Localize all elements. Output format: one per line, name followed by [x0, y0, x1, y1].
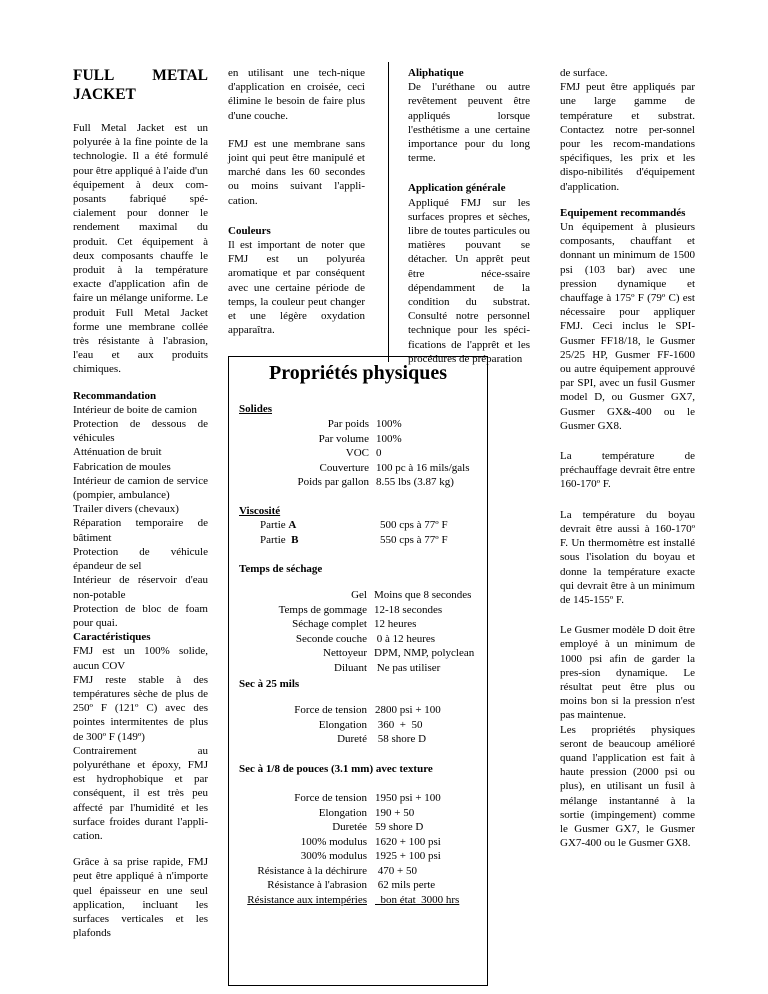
- recommandation-item: Réparation temporaire de bâtiment: [73, 517, 208, 544]
- sechage-value: 0 à 12 heures: [374, 632, 436, 645]
- viscosite-part: A: [288, 519, 297, 531]
- solides-header: Solides: [239, 403, 273, 415]
- solides-value: 100%: [376, 432, 402, 445]
- sec25-label: Force de tension: [294, 704, 367, 716]
- column-4: [560, 66, 695, 850]
- sec18-value: 190 + 50: [375, 806, 415, 819]
- recommandation-header: Recommandation: [73, 389, 157, 402]
- sec18-label: Résistance à l'abrasion: [267, 879, 367, 891]
- prechauffage-paragraph: La température de préchauffage devrait être entre 160-170º F.: [560, 450, 695, 491]
- sechage-header: Temps de séchage: [239, 563, 323, 575]
- viscosite-part: B: [291, 533, 299, 546]
- recommandation-list: [73, 403, 208, 630]
- couleurs-header: Couleurs: [228, 224, 271, 237]
- sec18-label: Résistance aux intempéries: [247, 893, 367, 906]
- viscosite-label: Partie B: [260, 533, 299, 546]
- sec18-value: 470 + 50: [375, 864, 417, 877]
- sechage-label: Nettoyeur: [323, 647, 367, 659]
- recommandation-item: Trailer divers (chevaux): [73, 503, 179, 516]
- sechage-value: 12-18 secondes: [374, 603, 443, 616]
- caracteristique-item: FMJ reste stable à des températures sèche de plus de 250º F (121º C) avec des pointes intermitentes de plus de 300º F (149º): [73, 673, 208, 743]
- sechage-label: Temps de gommage: [278, 603, 367, 616]
- sec18-label: Elongation: [318, 806, 367, 819]
- sechage-value: 12 heures: [374, 618, 417, 630]
- sec18-value: 1925 + 100 psi: [375, 850, 441, 862]
- solides-label: Couverture: [319, 461, 369, 474]
- solides-value: 100%: [376, 418, 402, 430]
- prise-rapide-paragraph: Grâce à sa prise rapide, FMJ peut être appliqué à n'importe quel épaisseur en une seul application, incluant les surfaces verticales et les plafonds: [73, 856, 208, 940]
- sechage-value: Ne pas utiliser: [374, 661, 441, 674]
- viscosite-label: Partie A: [260, 519, 297, 531]
- solides-label: VOC: [345, 447, 369, 459]
- application-generale-paragraph: Appliqué FMJ sur les surfaces propres et sèches, libre de toutes particules ou matières pouvant se détacher. Un apprêt peut être néce-ssaire dépendamment de la condition du substrat. Consulté notre personnel technique pour les spéci-fications de l'apprêt et les procédures de préparation: [408, 196, 530, 365]
- solides-value: 8.55 lbs (3.87 kg): [376, 476, 454, 488]
- solides-label: Par poids: [327, 418, 369, 430]
- sec25-value: 2800 psi + 100: [375, 704, 441, 716]
- sec25-label: Elongation: [318, 718, 367, 731]
- column-divider: [388, 62, 389, 362]
- recommandation-item: Atténuation de bruit: [73, 446, 162, 459]
- recommandation-item: Intérieur de réservoir d'eau non-potable: [73, 574, 208, 601]
- aliphatique-header: Aliphatique: [408, 67, 464, 79]
- couleurs-paragraph: Il est important de noter que FMJ est un polyuréa aromatique et par conséquent avec une certaine période de temps, la couleur peut changer et une légère oxydation apparaîtra.: [228, 239, 365, 337]
- equipement-paragraph: Un équipement à plusieurs composants, chauffant et donnant un minimum de 1500 psi (103 bar) avec une pression dynamique et chauffage à 175º F (79º C) est nécessaire pour appliquer FMJ. Ceci inclus le SPI-Gusmer FF18/18, le Gusmer 25/25 HP, Gusmer FF-1600 ou autre équipement approuvé par SPI, avec un fusil Gusmer model D, ou Gusmer GX7, Gusmer GX&-400 ou le Gusmer GX8.: [560, 221, 695, 432]
- sec18-label: Duretée: [332, 821, 367, 833]
- aliphatique-paragraph: De l'uréthane ou autre revêtement peuvent être appliqués lorsque l'esthétisme a une certaine importance pour du long terme.: [408, 81, 530, 165]
- sec18-value: 59 shore D: [375, 821, 424, 833]
- caracteristique-item: FMJ est un 100% solide, aucun COV: [73, 645, 208, 672]
- application-generale-header: Application générale: [408, 182, 506, 195]
- sechage-label: Seconde couche: [295, 632, 367, 645]
- recommandation-item: Protection de dessous de véhicules: [73, 418, 208, 445]
- surface-continuation: de surface.: [560, 67, 608, 79]
- physical-properties-box: [228, 356, 488, 986]
- recommandation-item: Intérieur de boite de camion: [73, 403, 198, 416]
- sechage-value: DPM, NMP, polyclean: [374, 647, 475, 659]
- sechage-label: Gel: [351, 589, 367, 601]
- sec25-value: 58 shore D: [375, 733, 427, 745]
- column-3: [408, 66, 530, 366]
- intro-paragraph: Full Metal Jacket est un polyurée à la fine pointe de la technologie. Il a été formulé pour être appliqué à l'aide d'un équipement à deux com-posants fabriqué spé-cialement pour donner le rendement maximal du produit. Cet équipement à deux composants chauffe le produit à la température exacte d'application afin de faire un mélange uniforme. Le produit Full Metal Jacket forme une membrane collée très résistante à l'abrasion, l'eau et aux produits chimiques.: [73, 122, 208, 376]
- fmj-application-paragraph: FMJ peut être appliqués par une large gamme de température et substrat. Contactez notre per-sonnel pour les recom-mandations spécifiques, les prix et les dispo-nibilités d'équipement d'application.: [560, 81, 695, 193]
- boyau-paragraph: La température du boyau devrait être aussi à 160-170º F. Un thermomètre est installé sous l'isolation du boyau et donne la température exacte qui devrait être à un minimum de 145-155º F.: [560, 508, 695, 606]
- sec18-label: Force de tension: [294, 792, 367, 804]
- solides-value: 100 pc à 16 mils/gals: [376, 461, 470, 474]
- box-title: Propriétés physiques: [269, 362, 447, 384]
- sec25-value: 360 + 50: [375, 718, 423, 731]
- gusmer-paragraph: Le Gusmer modèle D doit être employé à un minimum de 1000 psi afin de garder la pres-sion dynamique. Le résultat peut être plus ou moins bon si la pression n'est pas maintenue.: [560, 624, 695, 722]
- sechage-label: Diluant: [334, 661, 367, 674]
- equipement-header: Equipement recommandés: [560, 206, 686, 219]
- solides-label: Poids par gallon: [297, 476, 369, 488]
- viscosite-value: 550 cps à 77º F: [380, 533, 448, 546]
- sec18-header: Sec à 1/8 de pouces (3.1 mm) avec texture: [239, 763, 433, 775]
- column-1: [73, 66, 208, 940]
- sec18-value: 1950 psi + 100: [375, 792, 441, 804]
- recommandation-item: Protection de véhicule épandeur de sel: [73, 545, 208, 573]
- sec25-header: Sec à 25 mils: [239, 678, 300, 690]
- column-2: [228, 66, 365, 337]
- proprietes-paragraph: Les propriétés physiques seront de beaucoup amélioré quand l'application est fait à haute pression (2000 psi ou plus), en utilisant un fusil à mélange instantanné à la sortie (impingement) comme le Gusmer GX7, le Gusmer GX7-400 ou le Gusmer GX8.: [560, 723, 695, 850]
- sec18-value: bon état 3000 hrs: [375, 893, 460, 906]
- membrane-paragraph: FMJ est une membrane sans joint qui peut être manipulé et marché dans les 60 secondes ou moins suivant l'appli-cation.: [228, 137, 365, 207]
- viscosite-value: 500 cps à 77º F: [380, 519, 448, 531]
- recommandation-item: Protection de bloc de foam pour quai.: [73, 602, 208, 629]
- sec25-label: Dureté: [337, 733, 367, 745]
- viscosite-header: Viscosité: [239, 505, 281, 517]
- sec18-label: Résistance à la déchirure: [257, 864, 367, 877]
- caracteristique-item: Contrairement au polyuréthane et époxy, FMJ est hydrophobique et par conséquent, il est très peu affecté par l'humidité et les surface froides durant l'appli-cation.: [73, 744, 208, 842]
- solides-label: Par volume: [318, 432, 369, 445]
- technique-paragraph: en utilisant une tech-nique d'application en croisée, ceci élimine le besoin de faire plus d'une couche.: [228, 67, 365, 122]
- sec18-value: 1620 + 100 psi: [375, 835, 441, 848]
- sec18-value: 62 mils perte: [375, 879, 436, 891]
- sechage-value: Moins que 8 secondes: [374, 589, 472, 601]
- caracteristiques-list: [73, 644, 208, 843]
- recommandation-item: Intérieur de camion de service (pompier, ambulance): [73, 474, 208, 502]
- sec18-label: 300% modulus: [300, 850, 367, 862]
- sechage-label: Séchage complet: [292, 618, 367, 630]
- caracteristiques-header: Caractéristiques: [73, 631, 151, 644]
- solides-value: 0: [376, 447, 382, 459]
- recommandation-item: Fabrication de moules: [73, 460, 171, 473]
- document-title: FULL METAL JACKET: [73, 67, 208, 103]
- sec18-label: 100% modulus: [300, 835, 367, 848]
